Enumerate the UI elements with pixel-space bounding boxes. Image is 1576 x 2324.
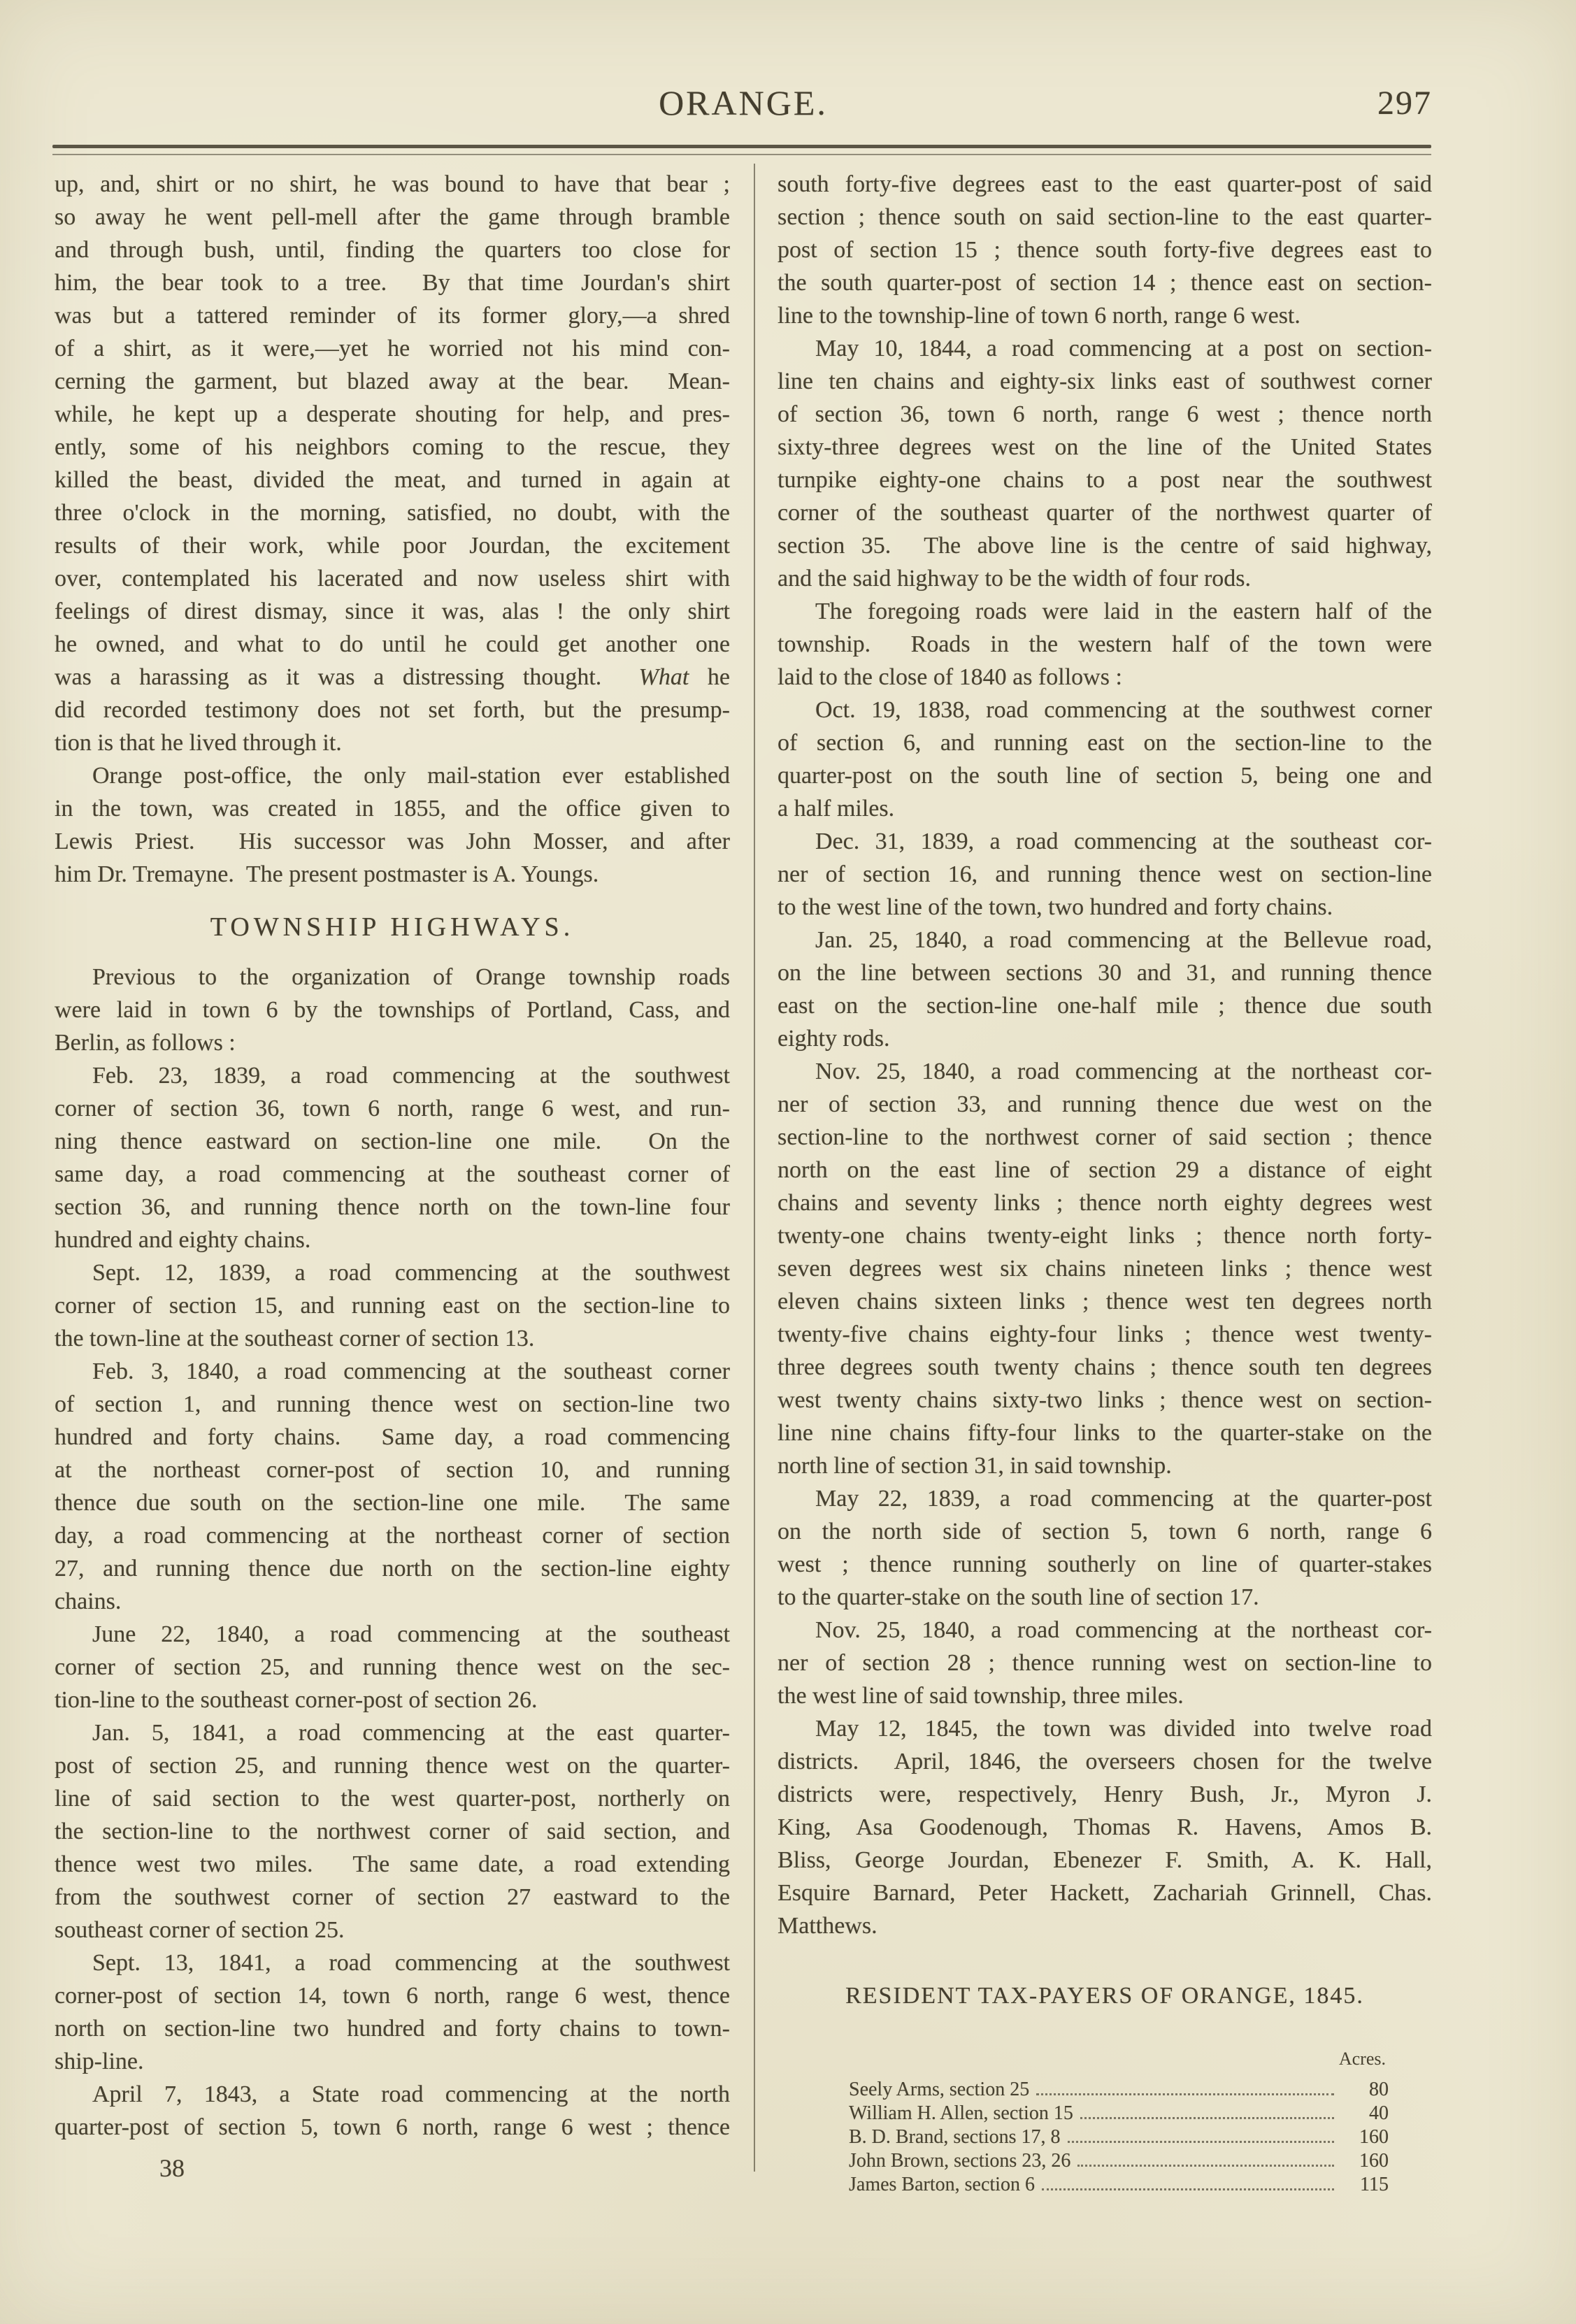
text-line: May 12, 1845, the town was divided into twelve road xyxy=(815,1716,1432,1742)
text-line: to the west line of the town, two hundred and forty chains. xyxy=(778,894,1333,920)
left-column xyxy=(55,168,730,2183)
tax-table xyxy=(778,2078,1432,2197)
paragraph xyxy=(55,1946,730,2078)
text-line: Esquire Barnard, Peter Hackett, Zachariah Grinnell, Chas. xyxy=(778,1880,1432,1906)
table-row xyxy=(778,2149,1432,2173)
text-line: tion-line to the southeast corner-post of section 26. xyxy=(55,1687,538,1713)
text-line: ently, some of his neighbors coming to the rescue, they xyxy=(55,434,730,460)
paragraph xyxy=(778,924,1432,1055)
table-row xyxy=(778,2078,1432,2102)
text-line: west ; thence running southerly on line of quarter-stakes xyxy=(778,1551,1432,1577)
text-line: a half miles. xyxy=(778,796,895,822)
text-line: seven degrees west six chains nineteen links ; thence west xyxy=(778,1256,1432,1282)
text-line: the section-line to the northwest corner of said section, and xyxy=(55,1819,730,1844)
text-line: thence west two miles. The same date, a road extending xyxy=(55,1851,730,1877)
text-line: ning thence eastward on section-line one mile. On the xyxy=(55,1128,730,1154)
text-line: while, he kept up a desperate shouting for help, and pres- xyxy=(55,401,730,427)
text-line: three degrees south twenty chains ; thence south ten degrees xyxy=(778,1354,1432,1380)
acres-value: 160 xyxy=(1359,2150,1389,2172)
text-line: day, a road commencing at the northeast corner of section xyxy=(55,1523,730,1549)
text-line: and the said highway to be the width of four rods. xyxy=(778,566,1252,591)
section-heading: TOWNSHIP HIGHWAYS. xyxy=(210,912,575,942)
text-line: line to the township-line of town 6 north, range 6 west. xyxy=(778,303,1301,329)
text-line: Oct. 19, 1838, road commencing at the southwest corner xyxy=(815,697,1432,723)
text-line: east on the section-line one-half mile ; thence due south xyxy=(778,993,1432,1019)
text-line: eleven chains sixteen links ; thence west ten degrees north xyxy=(778,1289,1432,1314)
paragraph xyxy=(55,1256,730,1355)
text-line: Previous to the organization of Orange township roads xyxy=(92,964,730,990)
text-line: Orange post-office, the only mail-station ever established xyxy=(92,763,730,789)
paragraph xyxy=(778,595,1432,694)
leader-dots xyxy=(1080,2117,1334,2119)
leader-dots xyxy=(1036,2093,1334,2095)
text-line: post of section 25, and running thence west on the quarter- xyxy=(55,1753,730,1779)
right-column xyxy=(778,168,1432,2197)
text-line: districts were, respectively, Henry Bush, Jr., Myron J. xyxy=(778,1781,1432,1807)
text-line: Jan. 25, 1840, a road commencing at the Bellevue road, xyxy=(815,927,1432,953)
paragraph xyxy=(55,168,730,759)
text-line: were laid in town 6 by the townships of Portland, Cass, and xyxy=(55,997,730,1023)
header-rule-thin xyxy=(52,154,1431,155)
text-line: post of section 15 ; thence south forty-five degrees east to xyxy=(778,237,1432,263)
text-line: Nov. 25, 1840, a road commencing at the northeast cor- xyxy=(815,1617,1432,1643)
text-line: did recorded testimony does not set forth, but the presump- xyxy=(55,697,730,723)
table-row xyxy=(778,2125,1432,2149)
paragraph xyxy=(55,1618,730,1716)
text-line: twenty-one chains twenty-eight links ; thence north forty- xyxy=(778,1223,1432,1249)
text-line: southeast corner of section 25. xyxy=(55,1917,345,1943)
text-line: three o'clock in the morning, satisfied, no doubt, with the xyxy=(55,500,730,526)
text-line: north on section-line two hundred and forty chains to town- xyxy=(55,2016,730,2042)
text-line: him, the bear took to a tree. By that time Jourdan's shirt xyxy=(55,270,730,296)
acres-value: 40 xyxy=(1369,2102,1389,2124)
text-line: was but a tattered reminder of its former glory,—a shred xyxy=(55,303,730,329)
text-line: line ten chains and eighty-six links east of southwest corner xyxy=(778,368,1432,394)
text-line: of section 1, and running thence west on section-line two xyxy=(55,1391,730,1417)
leader-dots xyxy=(1068,2141,1334,2143)
text-line: section-line to the northwest corner of said section ; thence xyxy=(778,1124,1432,1150)
text-line: of section 36, town 6 north, range 6 west ; thence north xyxy=(778,401,1432,427)
text-line: twenty-five chains eighty-four links ; thence west twenty- xyxy=(778,1321,1432,1347)
text-line: chains. xyxy=(55,1588,122,1614)
text-line: hundred and eighty chains. xyxy=(55,1227,311,1253)
text-line: results of their work, while poor Jourdan, the excitement xyxy=(55,533,730,559)
paragraph xyxy=(55,1355,730,1618)
text-line: Matthews. xyxy=(778,1913,877,1939)
paragraph xyxy=(778,1614,1432,1712)
text-line: killed the beast, divided the meat, and turned in again at xyxy=(55,467,730,493)
text-line: up, and, shirt or no shirt, he was bound to have that bear ; xyxy=(55,171,730,197)
text-line: on the line between sections 30 and 31, and running thence xyxy=(778,960,1432,986)
text-line: of section 6, and running east on the section-line to the xyxy=(778,730,1432,756)
text-line: April 7, 1843, a State road commencing at the north xyxy=(92,2081,730,2107)
text-line: to the quarter-stake on the south line of section 17. xyxy=(778,1584,1259,1610)
text-line: west twenty chains sixty-two links ; thence west on section- xyxy=(778,1387,1432,1413)
text-line: sixty-three degrees west on the line of the United States xyxy=(778,434,1432,460)
text-line: same day, a road commencing at the southeast corner of xyxy=(55,1161,730,1187)
text-line: line nine chains fifty-four links to the quarter-stake on the xyxy=(778,1420,1432,1446)
text-line: June 22, 1840, a road commencing at the southeast xyxy=(92,1621,730,1647)
text-line: turnpike eighty-one chains to a post near the southwest xyxy=(778,467,1432,493)
page-title: ORANGE. xyxy=(659,83,828,122)
text-line: Sept. 12, 1839, a road commencing at the southwest xyxy=(92,1260,730,1286)
text-line: The foregoing roads were laid in the eastern half of the xyxy=(815,598,1432,624)
acres-value: 80 xyxy=(1369,2079,1389,2100)
text-line: May 10, 1844, a road commencing at a post on section- xyxy=(815,336,1432,361)
text-line: ship-line. xyxy=(55,2049,144,2074)
text-line: north line of section 31, in said township. xyxy=(778,1453,1172,1479)
text-line: Dec. 31, 1839, a road commencing at the southeast cor- xyxy=(815,829,1432,854)
paragraph xyxy=(778,1712,1432,1942)
paragraph xyxy=(55,2078,730,2144)
text-line: section ; thence south on said section-line to the east quarter- xyxy=(778,204,1432,230)
paragraph xyxy=(55,1716,730,1946)
text-line: Lewis Priest. His successor was John Mosser, and after xyxy=(55,829,730,854)
text-line: ner of section 16, and running thence west on section-line xyxy=(778,861,1432,887)
text-line: May 22, 1839, a road commencing at the quarter-post xyxy=(815,1486,1432,1512)
leader-dots xyxy=(1042,2188,1334,2190)
text-line: laid to the close of 1840 as follows : xyxy=(778,664,1122,690)
paragraph xyxy=(55,759,730,891)
text-line: section 36, and running thence north on the town-line four xyxy=(55,1194,730,1220)
text-line: the west line of said township, three miles. xyxy=(778,1683,1184,1709)
text-line: north on the east line of section 29 a distance of eight xyxy=(778,1157,1432,1183)
text-line: corner of the southeast quarter of the northwest quarter of xyxy=(778,500,1432,526)
text-line: Sept. 13, 1841, a road commencing at the southwest xyxy=(92,1950,730,1976)
text-line: districts. April, 1846, the overseers chosen for the twelve xyxy=(778,1749,1432,1774)
text-line: south forty-five degrees east to the east quarter-post of said xyxy=(778,171,1432,197)
text-line: the south quarter-post of section 14 ; thence east on section- xyxy=(778,270,1432,296)
text-line: corner of section 25, and running thence west on the sec- xyxy=(55,1654,730,1680)
taxpayer-name: James Barton, section 6 xyxy=(849,2174,1035,2195)
text-line: King, Asa Goodenough, Thomas R. Havens, Amos B. xyxy=(778,1814,1432,1840)
text-line: him Dr. Tremayne. The present postmaster is A. Youngs. xyxy=(55,861,599,887)
text-line: 27, and running thence due north on the section-line eighty xyxy=(55,1556,730,1581)
text-line: corner-post of section 14, town 6 north, range 6 west, thence xyxy=(55,1983,730,2009)
text-line: Feb. 23, 1839, a road commencing at the southwest xyxy=(92,1063,730,1089)
text-line: he owned, and what to do until he could get another one xyxy=(55,631,730,657)
text-line: section 35. The above line is the centre of said highway, xyxy=(778,533,1432,559)
table-row xyxy=(778,2102,1432,2125)
text-line: of a shirt, as it were,—yet he worried not his mind con- xyxy=(55,336,730,361)
paragraph xyxy=(778,825,1432,924)
text-line: quarter-post of section 5, town 6 north, range 6 west ; thence xyxy=(55,2114,730,2140)
paragraph xyxy=(778,1482,1432,1614)
text-line: ner of section 28 ; thence running west on section-line to xyxy=(778,1650,1432,1676)
text-line: cerning the garment, but blazed away at the bear. Mean- xyxy=(55,368,730,394)
taxpayer-name: William H. Allen, section 15 xyxy=(849,2102,1073,2124)
text-line: Jan. 5, 1841, a road commencing at the east quarter- xyxy=(92,1720,730,1746)
text-line: was a harassing as it was a distressing thought. What he xyxy=(55,664,730,690)
text-line: Bliss, George Jourdan, Ebenezer F. Smith, A. K. Hall, xyxy=(778,1847,1432,1873)
text-line: and through bush, until, finding the quarters too close for xyxy=(55,237,730,263)
signature-mark: 38 xyxy=(159,2154,185,2182)
taxpayer-name: John Brown, sections 23, 26 xyxy=(849,2150,1071,2172)
text-line: so away he went pell-mell after the game through bramble xyxy=(55,204,730,230)
text-line: over, contemplated his lacerated and now useless shirt with xyxy=(55,566,730,591)
text-line: at the northeast corner-post of section 10, and running xyxy=(55,1457,730,1483)
table-row xyxy=(778,2173,1432,2197)
page-number: 297 xyxy=(1377,85,1432,122)
text-line: from the southwest corner of section 27 eastward to the xyxy=(55,1884,730,1910)
text-line: thence due south on the section-line one mile. The same xyxy=(55,1490,730,1516)
text-line: chains and seventy links ; thence north eighty degrees west xyxy=(778,1190,1432,1216)
paragraph xyxy=(778,694,1432,825)
column-divider xyxy=(754,164,755,2172)
paragraph xyxy=(55,1059,730,1256)
text-line: Berlin, as follows : xyxy=(55,1030,236,1056)
acres-value: 160 xyxy=(1359,2126,1389,2148)
text-line: corner of section 15, and running east on the section-line to xyxy=(55,1293,730,1319)
text-line: tion is that he lived through it. xyxy=(55,730,342,756)
paragraph xyxy=(778,168,1432,332)
text-line: township. Roads in the western half of the town were xyxy=(778,631,1432,657)
taxpayer-name: B. D. Brand, sections 17, 8 xyxy=(849,2126,1061,2148)
header-rule-thick xyxy=(52,145,1431,148)
text-line: corner of section 36, town 6 north, range 6 west, and run- xyxy=(55,1096,730,1121)
text-line: feelings of direst dismay, since it was, alas ! the only shirt xyxy=(55,598,730,624)
text-line: eighty rods. xyxy=(778,1026,890,1052)
paragraph xyxy=(778,332,1432,595)
leader-dots xyxy=(1077,2165,1334,2167)
section-heading: RESIDENT TAX-PAYERS OF ORANGE, 1845. xyxy=(845,1983,1364,2009)
text-line: hundred and forty chains. Same day, a road commencing xyxy=(55,1424,730,1450)
taxpayer-name: Seely Arms, section 25 xyxy=(849,2079,1030,2100)
text-line: on the north side of section 5, town 6 north, range 6 xyxy=(778,1519,1432,1544)
text-line: quarter-post on the south line of section 5, being one and xyxy=(778,763,1432,789)
text-line: Feb. 3, 1840, a road commencing at the southeast corner xyxy=(92,1358,730,1384)
text-line: Nov. 25, 1840, a road commencing at the northeast cor- xyxy=(815,1059,1432,1084)
paragraph xyxy=(55,961,730,1059)
text-line: ner of section 33, and running thence due west on the xyxy=(778,1091,1432,1117)
paragraph xyxy=(778,1055,1432,1482)
text-line: line of said section to the west quarter-post, northerly on xyxy=(55,1786,730,1812)
acres-column-label: Acres. xyxy=(1338,2049,1386,2069)
text-line: the town-line at the southeast corner of section 13. xyxy=(55,1326,535,1351)
acres-value: 115 xyxy=(1360,2174,1389,2195)
text-line: in the town, was created in 1855, and the office given to xyxy=(55,796,730,822)
